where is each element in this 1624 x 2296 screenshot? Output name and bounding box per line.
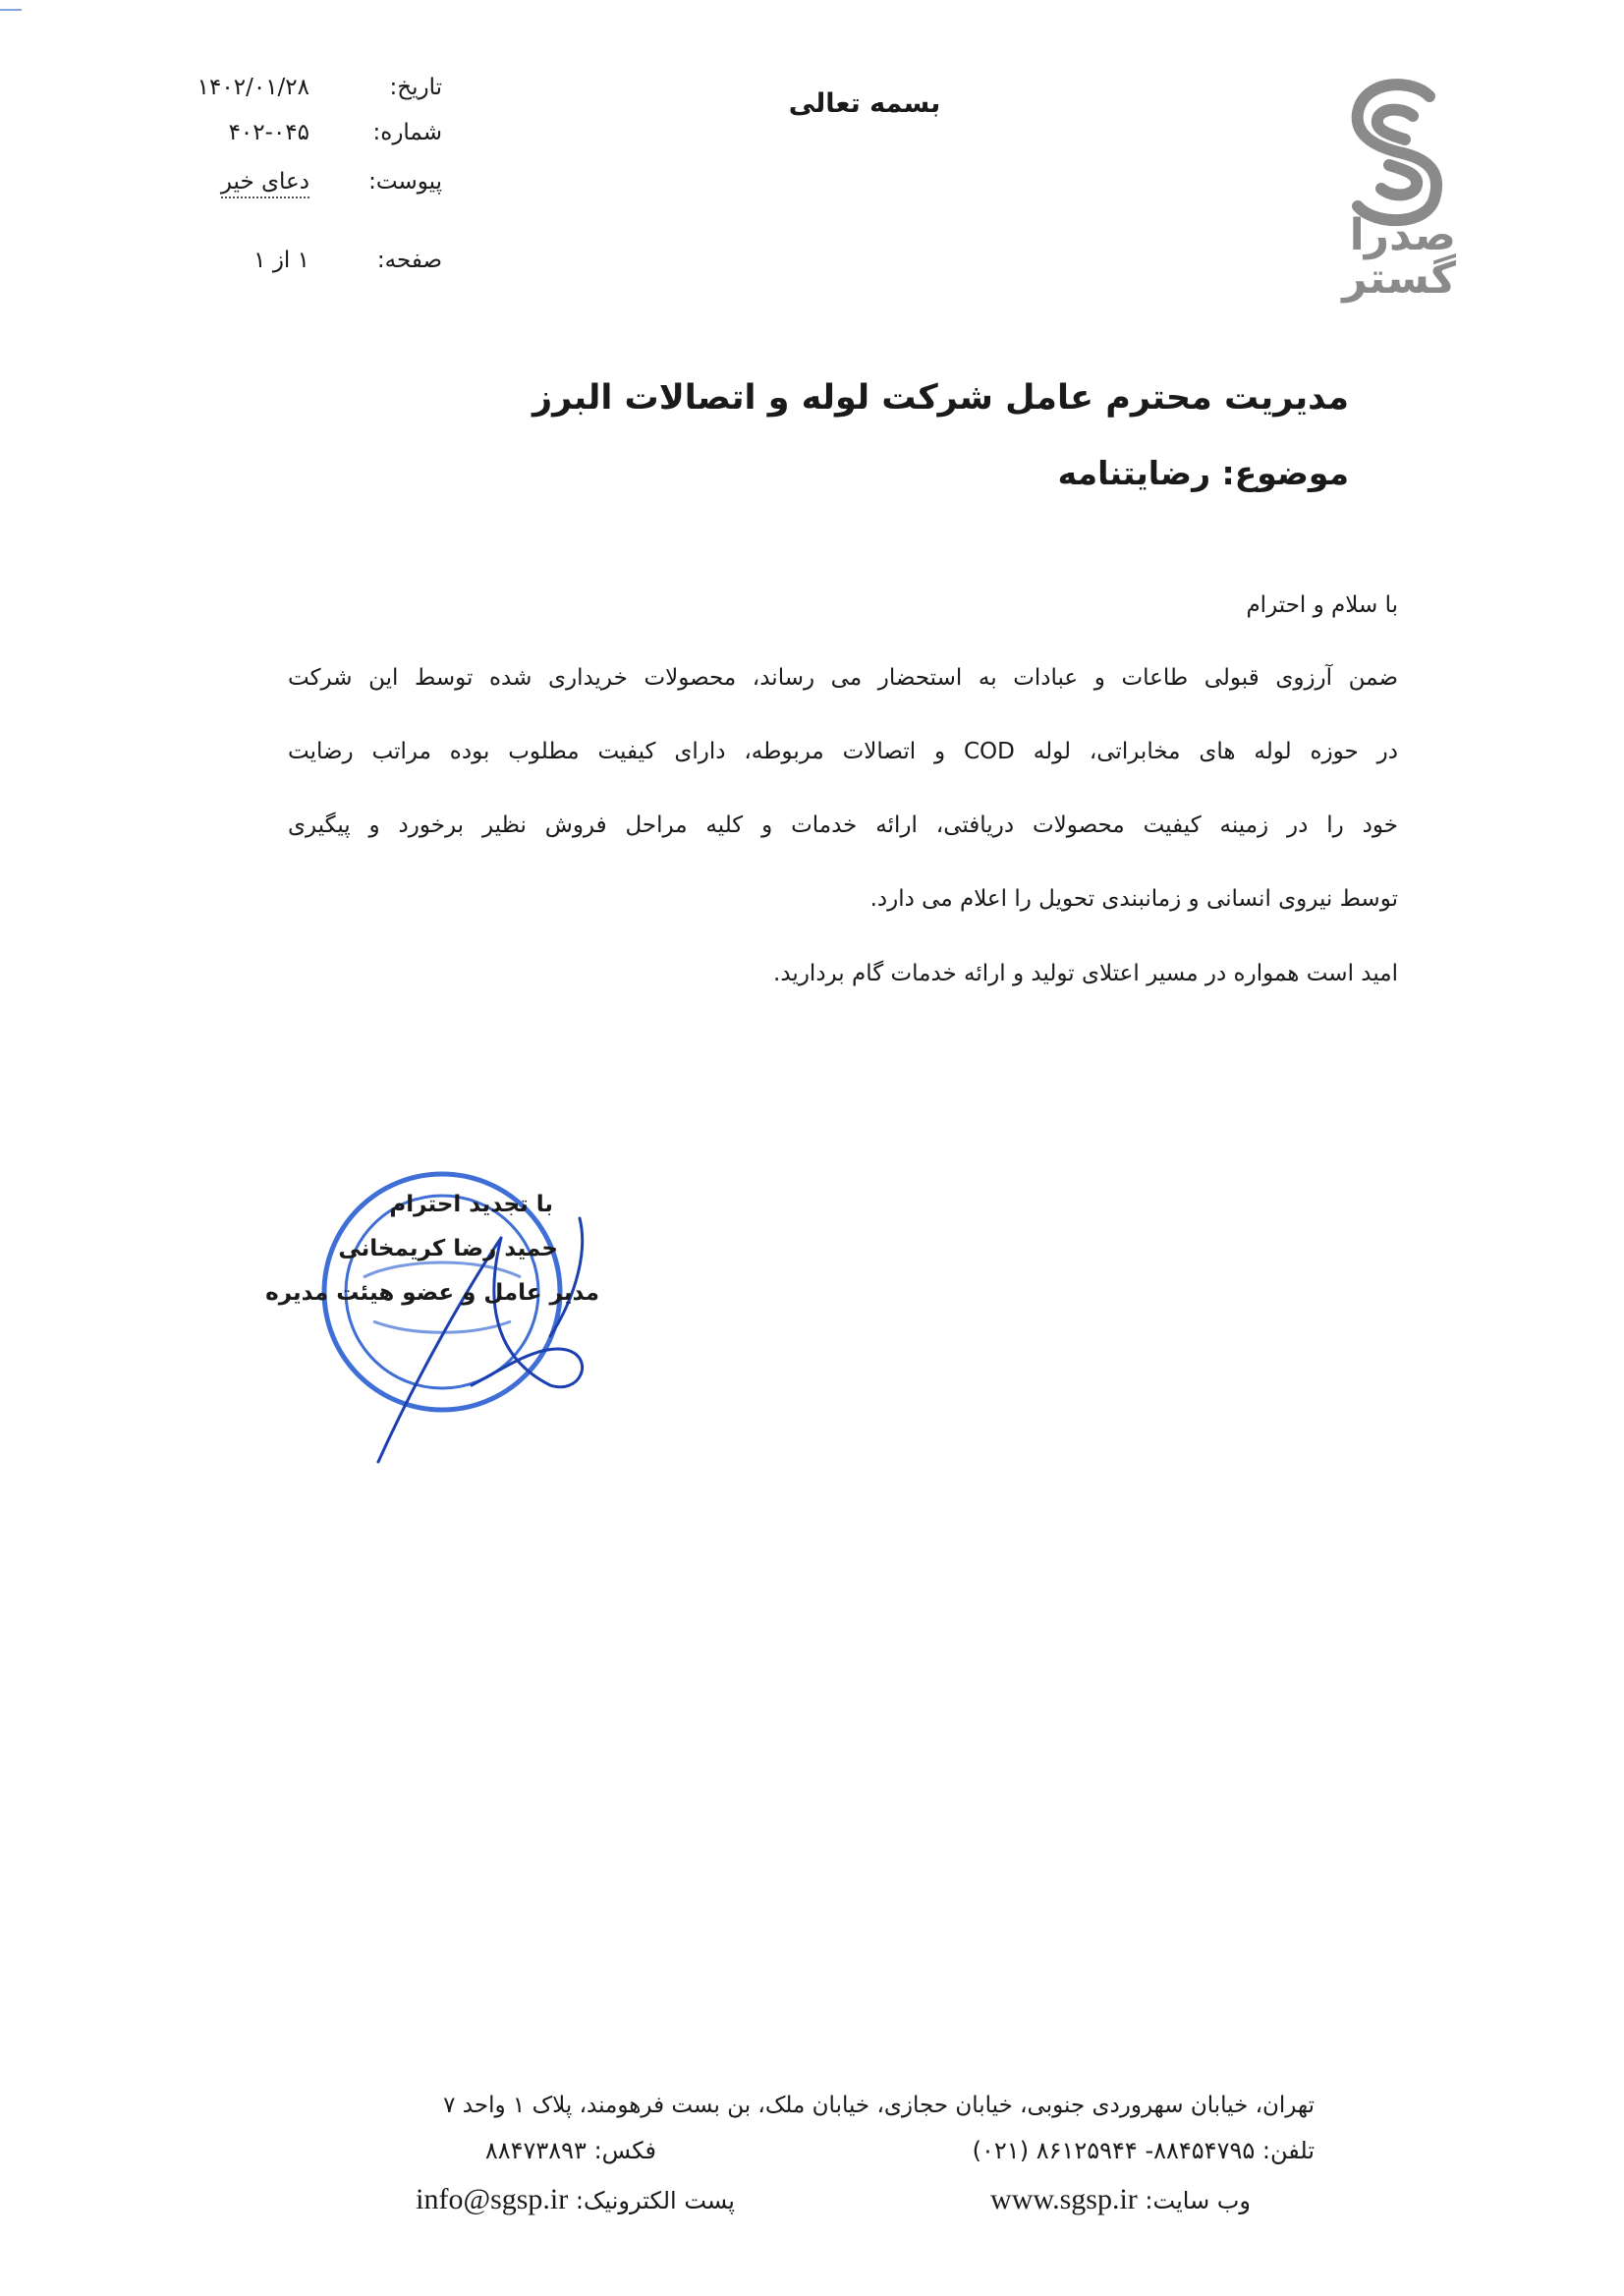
- fax-value: ۸۸۴۷۳۸۹۳: [484, 2137, 587, 2164]
- body-line-1: ضمن آرزوی قبولی طاعات و عبادات به استحضار می رساند، محصولات خریداری شده توسط این شرکت: [288, 665, 1398, 691]
- meta-date-row: [147, 75, 442, 114]
- logo-text-line2: گستر: [1342, 253, 1456, 304]
- footer-email: [416, 2183, 735, 2216]
- body-line-2: در حوزه لوله های مخابراتی، لوله COD و اتصالات مربوطه، دارای کیفیت مطلوب بوده مراتب رضایت: [288, 739, 1398, 764]
- page-label: صفحه:: [376, 248, 442, 273]
- page-value: ۱ از ۱: [253, 248, 309, 273]
- phone-label: تلفن:: [1261, 2137, 1315, 2164]
- number-label: شماره:: [372, 120, 442, 145]
- attachment-label: پیوست:: [368, 169, 442, 195]
- bismillah-heading: بسمه تعالی: [788, 88, 941, 119]
- signature-title: مدیر عامل و عضو هیئت مدیره: [265, 1280, 599, 1306]
- date-value: ۱۴۰۲/۰۱/۲۸: [196, 75, 309, 100]
- fax-label: فکس:: [593, 2137, 656, 2164]
- email-label: پست الکترونیک:: [575, 2187, 735, 2214]
- number-value: ۴۰۲-۰۴۵: [228, 120, 309, 145]
- body-line-4: توسط نیروی انسانی و زمانبندی تحویل را اعلام می دارد.: [869, 886, 1398, 912]
- website-link[interactable]: www.sgsp.ir: [990, 2183, 1138, 2215]
- footer-website: [990, 2183, 1251, 2216]
- edge-mark: [0, 9, 22, 11]
- signature-name: حمید رضا کریمخانی: [338, 1236, 558, 1261]
- footer-address: تهران، خیابان سهروردی جنوبی، خیابان حجازی، خیابان ملک، بن بست فرهومند، پلاک ۱ واحد ۷: [443, 2093, 1315, 2118]
- phone-value: ۸۸۴۵۴۷۹۵- ۸۶۱۲۵۹۴۴ (۰۲۱): [972, 2137, 1256, 2164]
- meta-attachment-row: [147, 169, 442, 208]
- greeting: با سلام و احترام: [1246, 592, 1398, 618]
- signature-regards: با تجدید احترام: [389, 1192, 553, 1217]
- website-label: وب سایت:: [1145, 2187, 1251, 2214]
- footer-fax: [485, 2137, 656, 2164]
- company-logo: [1336, 69, 1464, 305]
- meta-page-row: [147, 248, 442, 287]
- recipient-heading: مدیریت محترم عامل شرکت لوله و اتصالات البرز: [532, 378, 1349, 418]
- email-link[interactable]: info@sgsp.ir: [416, 2183, 569, 2215]
- body-line-3: خود را در زمینه کیفیت محصولات دریافتی، ارائه خدمات و کلیه مراحل فروش نظیر برخورد و پیگیری: [288, 812, 1398, 838]
- date-label: تاریخ:: [389, 75, 442, 100]
- footer-phone: [973, 2137, 1315, 2164]
- closing-line: امید است همواره در مسیر اعتلای تولید و ارائه خدمات گام بردارید.: [773, 961, 1398, 986]
- attachment-value: دعای خیر: [221, 169, 309, 198]
- subject-line: موضوع: رضایتنامه: [1057, 454, 1349, 492]
- meta-number-row: [147, 120, 442, 159]
- logo-text-line1: صدرا: [1349, 210, 1456, 260]
